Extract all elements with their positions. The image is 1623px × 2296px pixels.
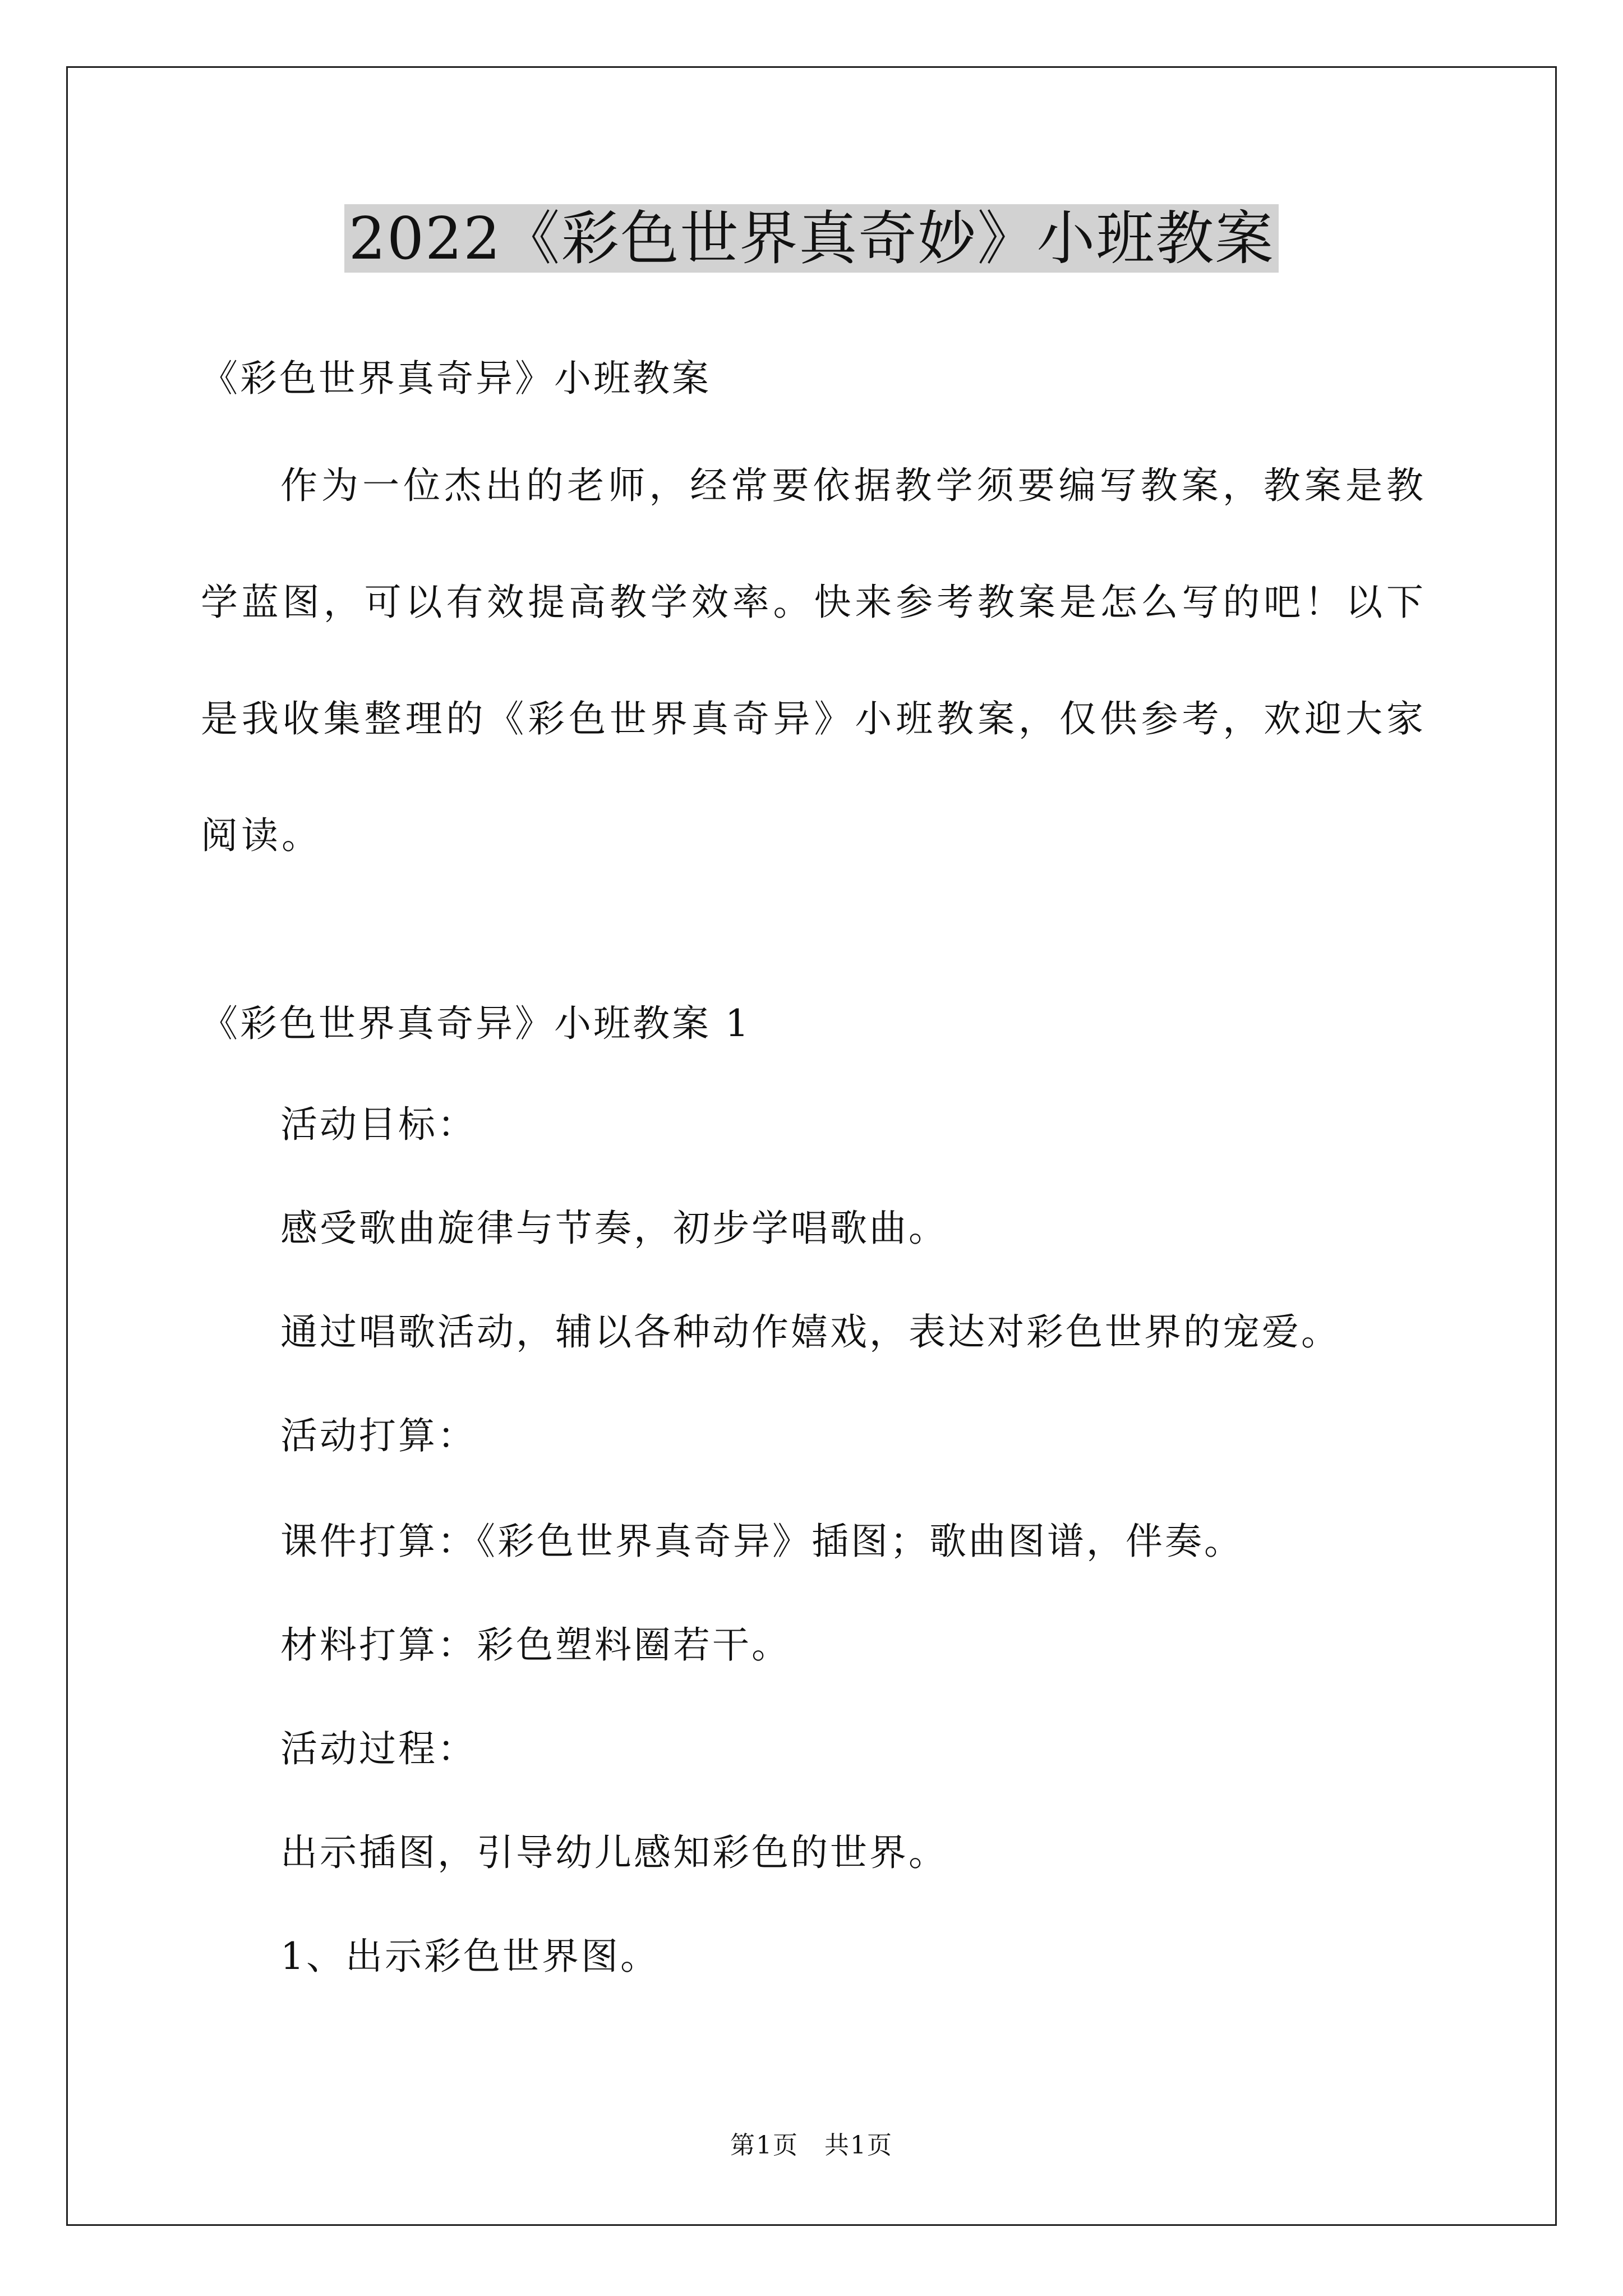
body-line: 活动目标： [280, 1103, 477, 1146]
intro-paragraph: 作为一位杰出的老师，经常要依据教学须要编写教案，教案是教学蓝图，可以有效提高教学效率。快来参考教案是怎么写的吧！以下是我收集整理的《彩色世界真奇异》小班教案，仅供参考，欢迎大家阅读。 [201, 464, 1427, 857]
document-title [0, 199, 1623, 278]
document-title-text: 2022《彩色世界真奇妙》小班教案 [344, 204, 1279, 273]
body-line: 课件打算：《彩色世界真奇异》插图；歌曲图谱，伴奏。 [280, 1520, 1243, 1563]
body-line: 材料打算：彩色塑料圈若干。 [280, 1623, 791, 1667]
section-heading: 《彩色世界真奇异》小班教案 1 [201, 1002, 751, 1045]
body-line: 感受歌曲旋律与节奏，初步学唱歌曲。 [280, 1207, 948, 1250]
body-line: 出示插图，引导幼儿感知彩色的世界。 [280, 1831, 948, 1874]
page-footer: 第1页 共1页 [730, 2131, 893, 2160]
body-line: 通过唱歌活动，辅以各种动作嬉戏，表达对彩色世界的宠爱。 [280, 1310, 1340, 1354]
body-line: 活动过程： [280, 1727, 477, 1770]
document-subtitle: 《彩色世界真奇异》小班教案 [201, 357, 711, 400]
body-line: 活动打算： [280, 1414, 477, 1457]
body-line: 1、出示彩色世界图。 [280, 1935, 660, 1978]
